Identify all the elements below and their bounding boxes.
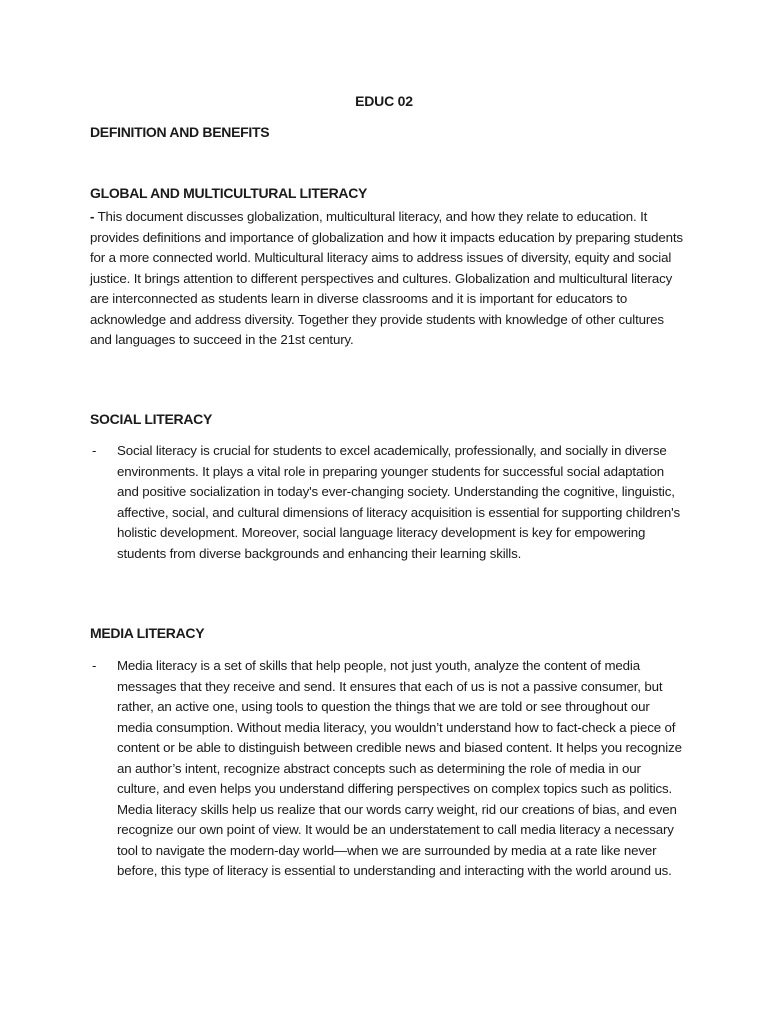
bullet-item-media-literacy xyxy=(90,656,690,882)
heading-media-literacy: MEDIA LITERACY xyxy=(90,625,205,641)
section-heading-definition: DEFINITION AND BENEFITS xyxy=(90,124,270,140)
bullet-dash: - xyxy=(92,658,97,673)
paragraph-global-text: This document discusses globalization, multicultural literacy, and how they relate to education. It provides definitions and importance of globalization and how it impacts education by preparing students for a more connected world. Multicultural literacy aims to address issues of diversity, equity and social justice. It brings attention to different perspectives and cultures. Globalization and multicultural literacy are interconnected as students learn in diverse classrooms and it is important for educators to acknowledge and address diversity. Together they provide students with knowledge of other cultures and languages to succeed in the 21st century. xyxy=(90,209,683,347)
heading-social-literacy: SOCIAL LITERACY xyxy=(90,411,213,427)
bullet-text-social: Social literacy is crucial for students to excel academically, professionally, and socially in diverse environments. It plays a vital role in preparing younger students for successful social adaptation and positive socialization in today's ever-changing society. Understanding the cognitive, linguistic, affective, social, and cultural dimensions of literacy acquisition is essential for supporting children's holistic development. Moreover, social language literacy development is key for empowering students from diverse backgrounds and enhancing their learning skills. xyxy=(117,443,681,561)
bullet-dash: - xyxy=(92,443,97,458)
document-title: EDUC 02 xyxy=(355,93,413,109)
paragraph-dash: - xyxy=(90,209,95,224)
bullet-text-media: Media literacy is a set of skills that help people, not just youth, analyze the content of media messages that they receive and send. It ensures that each of us is not a passive consumer, but rather, an active one, using tools to question the things that we are told or see throughout our media consumption. Without media literacy, you wouldn’t understand how to fact-check a piece of content or be able to distinguish between credible news and biased content. It helps you recognize an author’s intent, recognize abstract concepts such as determining the role of media in our culture, and even helps you understand differing perspectives on complex topics such as politics. Media literacy skills help us realize that our words carry weight, rid our creations of bias, and even recognize our own point of view. It would be an understatement to call media literacy a necessary tool to navigate the modern-day world—when we are surrounded by media at a rate like never before, this type of literacy is essential to understanding and interacting with the world around us. xyxy=(117,658,682,878)
paragraph-global-literacy xyxy=(90,207,686,351)
heading-global-literacy: GLOBAL AND MULTICULTURAL LITERACY xyxy=(90,185,368,201)
bullet-item-social-literacy xyxy=(90,441,690,564)
